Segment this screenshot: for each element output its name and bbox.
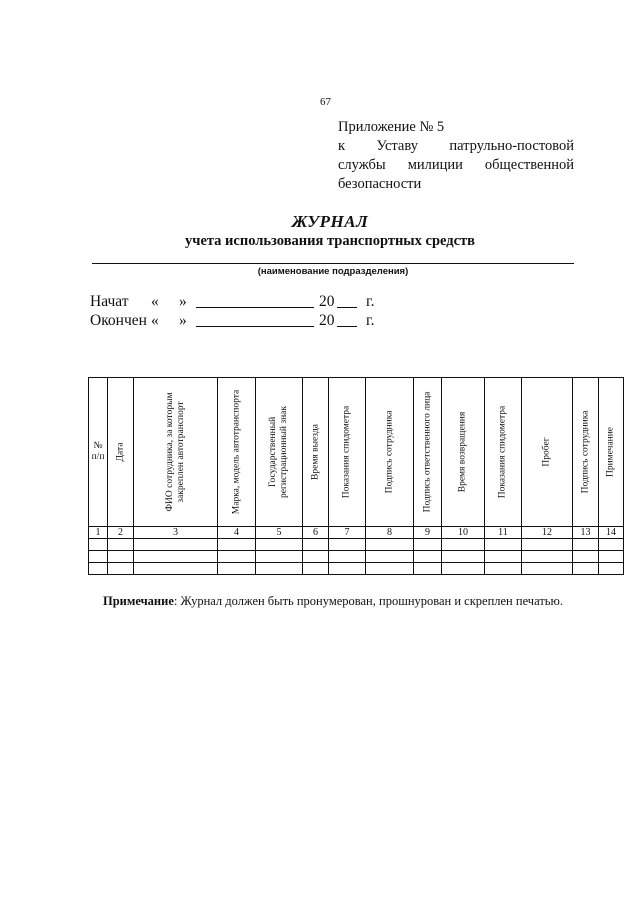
empty-cell: [522, 539, 573, 551]
quote-close: »: [179, 293, 187, 310]
column-number: 7: [329, 527, 366, 539]
column-number-row: [89, 527, 624, 539]
year-blank-line: [337, 326, 357, 327]
appendix-line-1: Приложение № 5: [338, 119, 445, 135]
empty-cell: [108, 563, 134, 575]
empty-cell: [134, 539, 218, 551]
empty-cell: [89, 551, 108, 563]
column-number: 6: [303, 527, 329, 539]
footnote-text: : Журнал должен быть пронумерован, прошнурован и скреплен печатью.: [173, 594, 563, 608]
empty-row: [89, 563, 624, 575]
col-header-12: [522, 378, 573, 527]
appendix-word: к: [338, 138, 346, 154]
col-header-6: [303, 378, 329, 527]
empty-cell: [303, 539, 329, 551]
footnote: [103, 594, 563, 609]
year-suffix: г.: [366, 312, 375, 329]
col-header-label: Время выезда: [310, 424, 320, 480]
column-number: 2: [108, 527, 134, 539]
unit-name-caption: (наименование подразделения): [257, 266, 409, 277]
col-header-label: Государственный регистрационный знак: [268, 406, 289, 498]
empty-cell: [134, 563, 218, 575]
started-label: Начат: [90, 293, 129, 310]
document-subtitle: учета использования транспортных средств: [185, 233, 475, 249]
appendix-block: [338, 118, 574, 194]
empty-cell: [89, 563, 108, 575]
footnote-label: Примечание: [103, 594, 174, 608]
empty-cell: [414, 539, 442, 551]
empty-cell: [134, 551, 218, 563]
column-number: 5: [256, 527, 303, 539]
empty-cell: [599, 539, 624, 551]
month-blank-line: [196, 326, 314, 327]
col-header-10: [442, 378, 485, 527]
empty-cell: [442, 551, 485, 563]
column-number: 14: [599, 527, 624, 539]
empty-cell: [329, 563, 366, 575]
empty-cell: [599, 563, 624, 575]
col-header-14: [599, 378, 624, 527]
column-number: 4: [218, 527, 256, 539]
col-header-13: [573, 378, 599, 527]
empty-cell: [485, 563, 522, 575]
empty-cell: [485, 539, 522, 551]
header-row: [89, 378, 624, 527]
empty-cell: [599, 551, 624, 563]
empty-cell: [89, 539, 108, 551]
year-prefix: 20: [319, 293, 335, 310]
empty-row: [89, 539, 624, 551]
empty-cell: [108, 551, 134, 563]
empty-cell: [303, 551, 329, 563]
col-header-label: Показания спидометра: [341, 405, 352, 499]
unit-name-line: [92, 263, 574, 264]
col-header-label: Марка, модель автотранспорта: [231, 389, 241, 515]
empty-cell: [108, 539, 134, 551]
col-header-3: [134, 378, 218, 527]
appendix-line-3: [338, 156, 574, 175]
col-header-4: [218, 378, 256, 527]
journal-table: [88, 377, 624, 575]
appendix-word: патрульно-постовой: [449, 138, 574, 154]
empty-cell: [442, 539, 485, 551]
quote-open: «: [151, 312, 159, 329]
ended-row: [90, 311, 390, 330]
col-header-label: Примечание: [605, 426, 616, 478]
col-header-label: Пробег: [541, 437, 552, 467]
empty-cell: [256, 551, 303, 563]
column-number: 10: [442, 527, 485, 539]
col-header-label: Подпись ответственного лица: [422, 391, 432, 513]
empty-cell: [218, 539, 256, 551]
col-header-label: Подпись сотрудника: [384, 410, 394, 494]
empty-cell: [329, 551, 366, 563]
quote-open: «: [151, 293, 159, 310]
empty-cell: [573, 551, 599, 563]
empty-cell: [522, 563, 573, 575]
empty-cell: [573, 539, 599, 551]
empty-cell: [442, 563, 485, 575]
year-suffix: г.: [366, 293, 375, 310]
page-number: 67: [320, 96, 331, 108]
empty-cell: [522, 551, 573, 563]
col-header-2: [108, 378, 134, 527]
empty-cell: [256, 539, 303, 551]
appendix-word: общественной: [484, 157, 574, 173]
year-prefix: 20: [319, 312, 335, 329]
empty-cell: [366, 551, 414, 563]
col-header-11: [485, 378, 522, 527]
appendix-word: службы: [338, 157, 386, 173]
column-number: 8: [366, 527, 414, 539]
empty-cell: [218, 563, 256, 575]
empty-cell: [256, 563, 303, 575]
appendix-line-4: безопасности: [338, 176, 422, 192]
appendix-word: милиции: [407, 157, 463, 173]
started-row: [90, 292, 390, 311]
empty-cell: [366, 539, 414, 551]
empty-cell: [366, 563, 414, 575]
empty-row: [89, 551, 624, 563]
empty-cell: [414, 551, 442, 563]
quote-close: »: [179, 312, 187, 329]
column-number: 9: [414, 527, 442, 539]
column-number: 11: [485, 527, 522, 539]
col-header-5: [256, 378, 303, 527]
appendix-line-2: [338, 137, 574, 156]
col-header-7: [329, 378, 366, 527]
col-header-label: ФИО сотрудника, за которым закреплен автотранспорт: [164, 392, 186, 512]
ended-label: Окончен: [90, 312, 147, 329]
dates-block: [90, 292, 390, 330]
col-header-label: № п/п: [91, 441, 105, 462]
column-number: 13: [573, 527, 599, 539]
column-number: 1: [89, 527, 108, 539]
col-header-label: Показания спидометра: [497, 405, 508, 499]
month-blank-line: [196, 307, 314, 308]
col-header-1: [89, 378, 108, 527]
col-header-label: Дата: [115, 442, 125, 462]
col-header-label: Время возвращения: [457, 411, 468, 493]
empty-cell: [414, 563, 442, 575]
appendix-word: Уставу: [376, 138, 418, 154]
document-title: ЖУРНАЛ: [291, 212, 369, 231]
empty-cell: [329, 539, 366, 551]
col-header-9: [414, 378, 442, 527]
empty-cell: [303, 563, 329, 575]
col-header-8: [366, 378, 414, 527]
col-header-label: Подпись сотрудника: [580, 410, 590, 494]
column-number: 12: [522, 527, 573, 539]
column-number: 3: [134, 527, 218, 539]
empty-cell: [573, 563, 599, 575]
empty-cell: [485, 551, 522, 563]
year-blank-line: [337, 307, 357, 308]
empty-cell: [218, 551, 256, 563]
